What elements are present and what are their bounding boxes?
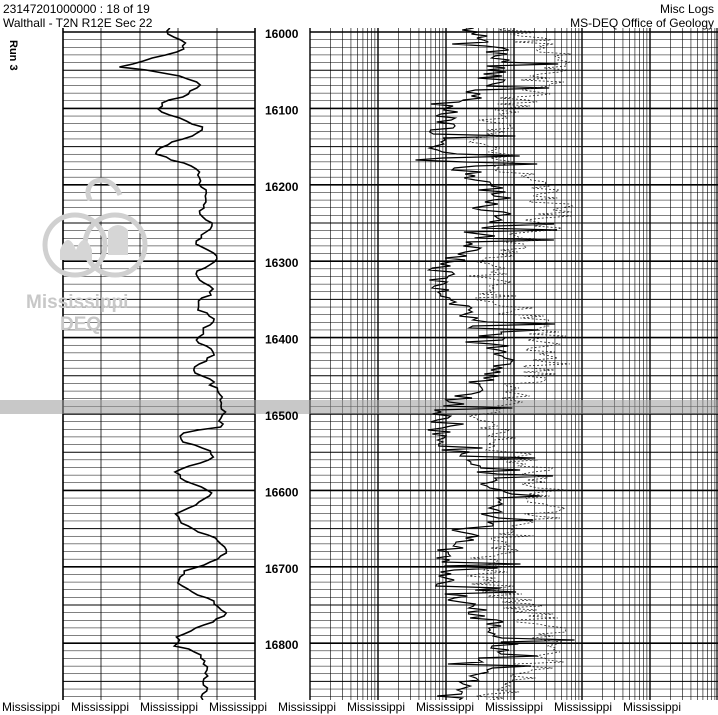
footer-watermark-text: Mississippi — [485, 700, 544, 714]
footer-watermark-text: Mississippi — [2, 700, 61, 714]
depth-label: 16500 — [265, 409, 299, 423]
depth-label: 16700 — [265, 561, 299, 576]
agency-name: MS-DEQ Office of Geology — [570, 16, 714, 30]
depth-label: 16600 — [265, 485, 299, 500]
footer-watermark-text: Mississippi — [623, 700, 682, 714]
watermark-line2: DEQ — [60, 314, 102, 335]
run-label: Run 3 — [7, 40, 19, 71]
footer-watermark-text: Mississippi — [71, 700, 130, 714]
document-id: 23147201000000 : 18 of 19 — [3, 2, 150, 16]
depth-label: 16800 — [265, 638, 299, 653]
footer-watermark-text: Mississippi — [347, 700, 406, 714]
deq-watermark — [20, 170, 170, 340]
footer-strip — [0, 700, 718, 715]
footer-watermark-text: Mississippi — [209, 700, 268, 714]
well-log-image — [0, 28, 718, 700]
scan-band — [0, 400, 718, 414]
resistivity-curve-dashed — [466, 28, 572, 700]
well-location: Walthall - T2N R12E Sec 22 — [3, 16, 153, 30]
footer-watermark-text: Mississippi — [554, 700, 613, 714]
footer-watermark-text: Mississippi — [140, 700, 199, 714]
depth-label: 16000 — [265, 28, 299, 41]
footer-watermark-text: Mississippi — [416, 700, 475, 714]
deq-logo-icon — [20, 170, 170, 290]
depth-label: 16400 — [265, 332, 299, 347]
depth-labels — [265, 28, 299, 652]
depth-label: 16100 — [265, 103, 299, 118]
depth-label: 16300 — [265, 256, 299, 271]
left-track-grid — [63, 28, 255, 700]
depth-label: 16200 — [265, 179, 299, 194]
sp-curve — [119, 28, 226, 700]
footer-watermark-text: Mississippi — [278, 700, 337, 714]
log-category: Misc Logs — [659, 2, 714, 16]
watermark-line1: Mississippi — [26, 292, 129, 313]
